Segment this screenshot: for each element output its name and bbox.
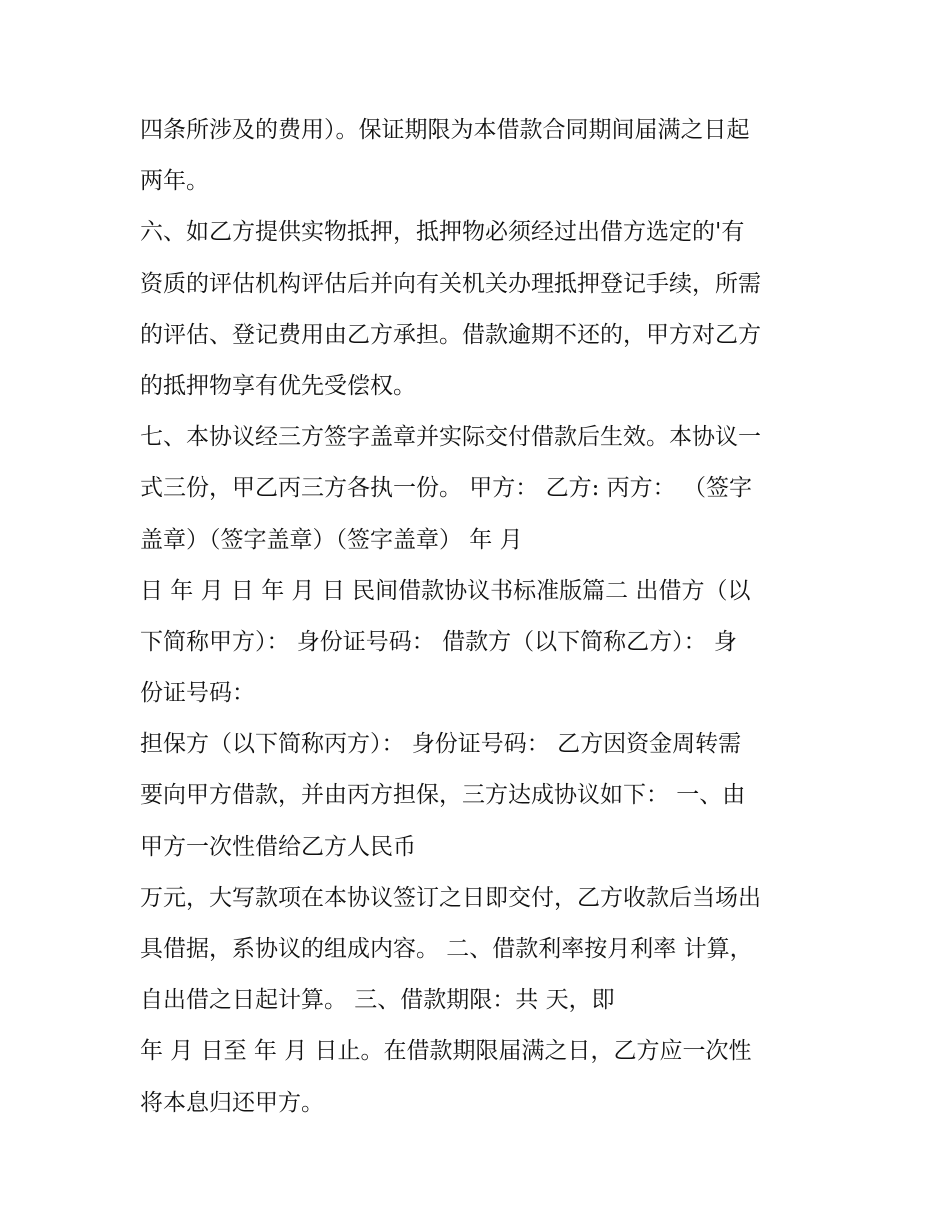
document-line: 自出借之日起计算。 三、借款期限：共 天，即 — [140, 987, 615, 1014]
document-line: 日 年 月 日 年 月 日 民间借款协议书标准版篇二 出借方（以 — [140, 577, 751, 604]
document-line: 的评估、登记费用由乙方承担。借款逾期不还的，甲方对乙方 — [140, 321, 761, 348]
document-line: 年 月 日至 年 月 日止。在借款期限届满之日，乙方应一次性 — [140, 1038, 752, 1065]
document-line: 盖章）（签字盖章）（签字盖章） 年 月 — [140, 526, 523, 553]
document-line: 具借据，系协议的组成内容。 二、借款利率按月利率 计算， — [140, 936, 753, 962]
document-line: 要向甲方借款，并由丙方担保，三方达成协议如下： 一、由 — [140, 782, 746, 809]
document-line: 七、本协议经三方签字盖章并实际交付借款后生效。本协议一 — [140, 424, 761, 451]
document-line: 四条所涉及的费用）。保证期限为本借款合同期间届满之日起 — [140, 117, 750, 143]
document-line: 将本息归还甲方。 — [140, 1089, 324, 1116]
document-line: 六、如乙方提供实物抵押，抵押物必须经过出借方选定的'有 — [140, 219, 745, 246]
document-line: 资质的评估机构评估后并向有关机关办理抵押登记手续，所需 — [140, 270, 761, 297]
document-line: 两年。 — [140, 168, 209, 195]
document-line: 下简称甲方）： 身份证号码： 借款方（以下简称乙方）： 身 — [140, 628, 737, 655]
document-body — [140, 105, 830, 1129]
document-line: 万元，大写款项在本协议签订之日即交付，乙方收款后当场出 — [140, 884, 761, 911]
document-line: 甲方一次性借给乙方人民币 — [140, 833, 416, 860]
document-line: 份证号码： — [140, 680, 255, 707]
document-line: 的抵押物享有优先受偿权。 — [140, 372, 416, 399]
document-line: 式三份，甲乙丙三方各执一份。 甲方： 乙方: 丙方： （签字 — [140, 475, 752, 502]
document-line: 担保方（以下简称丙方）： 身份证号码： 乙方因资金周转需 — [140, 731, 742, 758]
